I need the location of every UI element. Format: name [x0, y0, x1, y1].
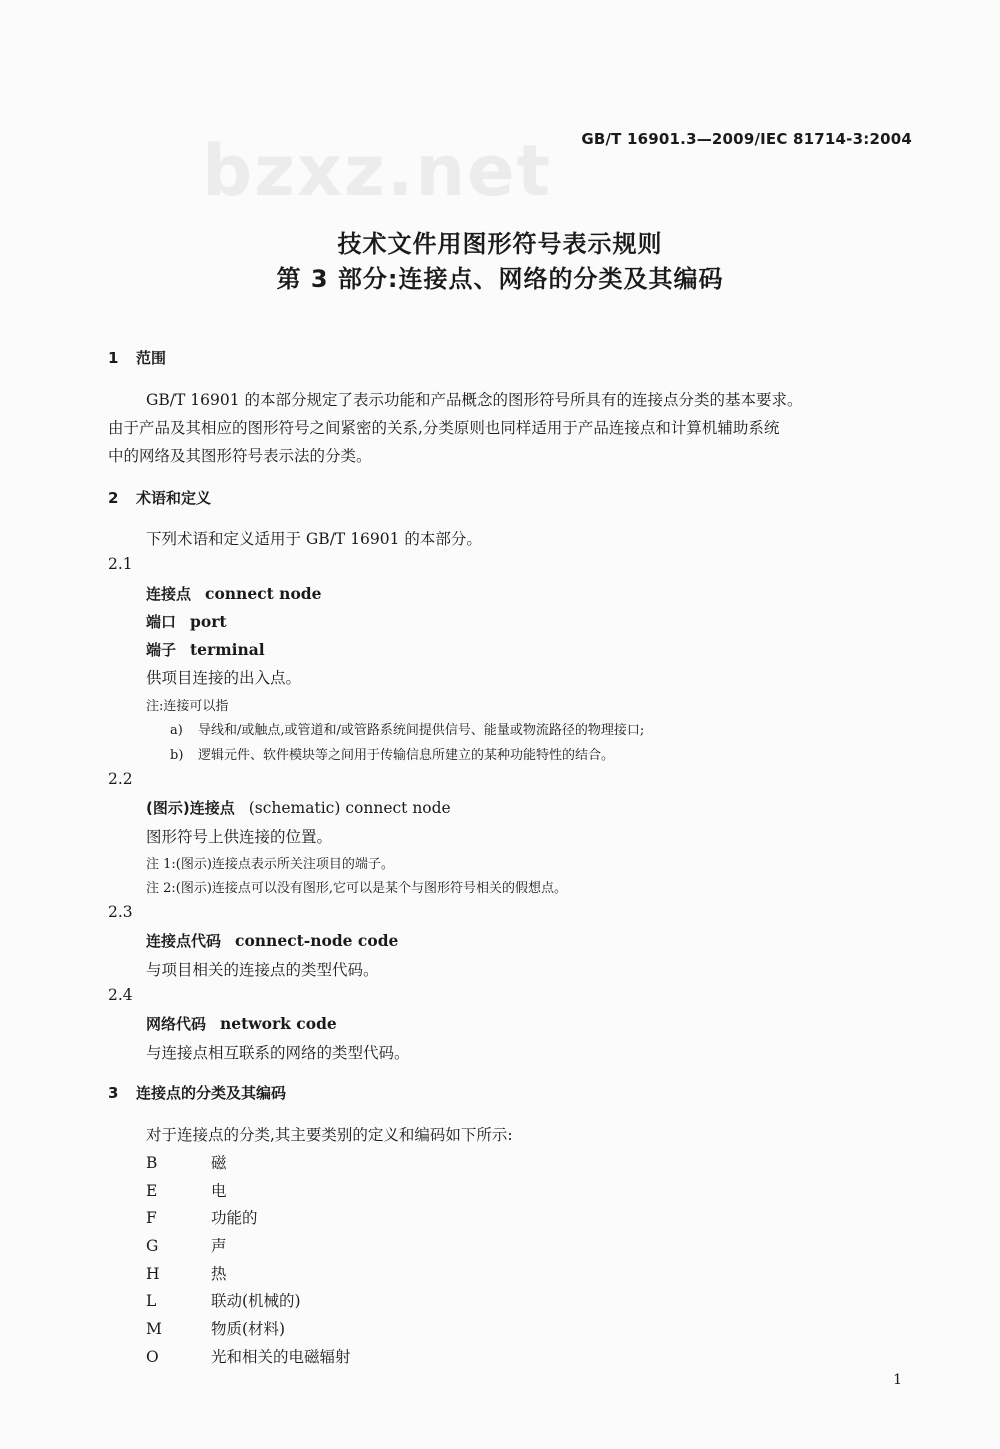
clause-number: 2.1 [108, 555, 133, 573]
paragraph-line: 对于连接点的分类,其主要类别的定义和编码如下所示: [146, 1126, 513, 1144]
note-item-text: 逻辑元件、软件模块等之间用于传输信息所建立的某种功能特性的结合。 [198, 748, 615, 763]
term-definition: 与项目相关的连接点的类型代码。 [146, 961, 379, 979]
code-entry [146, 1289, 301, 1311]
section-title: 术语和定义 [136, 489, 212, 507]
term-entry [146, 583, 322, 604]
section-number: 3 [108, 1084, 119, 1102]
note-item [170, 719, 644, 738]
clause-number: 2.4 [108, 986, 133, 1004]
code-letter: H [146, 1265, 160, 1283]
code-entry [146, 1262, 227, 1284]
code-entry [146, 1234, 227, 1256]
note-item-label: a) [170, 723, 183, 738]
code-meaning: 电 [211, 1182, 227, 1200]
term-definition: 供项目连接的出入点。 [146, 669, 302, 687]
term-entry [146, 611, 227, 632]
term-english: terminal [190, 640, 265, 659]
note-item [170, 744, 614, 763]
term-english: (schematic) connect node [248, 799, 451, 817]
note-item-text: 导线和/或触点,或管道和/或管路系统间提供信号、能量或物流路径的物理接口; [198, 723, 645, 738]
watermark-text: bzxz.net [202, 130, 553, 212]
clause-number: 2.3 [108, 903, 133, 921]
code-letter: G [146, 1237, 159, 1255]
section-number: 2 [108, 489, 119, 507]
term-definition: 图形符号上供连接的位置。 [146, 828, 333, 846]
term-english: connect-node code [235, 931, 399, 950]
code-meaning: 磁 [211, 1154, 227, 1172]
paragraph-line: GB/T 16901 的本部分规定了表示功能和产品概念的图形符号所具有的连接点分类的基本要求。 [146, 391, 803, 409]
code-letter: M [146, 1320, 162, 1338]
code-letter: E [146, 1182, 158, 1200]
term-english: network code [220, 1014, 337, 1033]
code-meaning: 热 [211, 1265, 227, 1283]
section-heading-classification [108, 1082, 286, 1103]
code-letter: F [146, 1209, 157, 1227]
term-english: connect node [205, 584, 322, 603]
term-entry [146, 1013, 337, 1034]
term-english: port [190, 612, 227, 631]
paragraph-line: 下列术语和定义适用于 GB/T 16901 的本部分。 [146, 530, 482, 548]
section-title: 连接点的分类及其编码 [136, 1084, 287, 1102]
section-heading-terms [108, 487, 211, 508]
note-text: 注 2:(图示)连接点可以没有图形,它可以是某个与图形符号相关的假想点。 [146, 881, 568, 896]
term-chinese: 端子 [146, 641, 177, 659]
term-entry [146, 797, 451, 818]
code-entry [146, 1317, 285, 1339]
note-item-label: b) [170, 748, 184, 763]
section-title: 范围 [136, 349, 167, 367]
clause-number: 2.2 [108, 770, 133, 788]
term-entry [146, 930, 398, 951]
term-definition: 与连接点相互联系的网络的类型代码。 [146, 1044, 410, 1062]
code-letter: B [146, 1154, 158, 1172]
page-number: 1 [893, 1372, 902, 1388]
code-meaning: 物质(材料) [211, 1320, 286, 1338]
term-chinese: 连接点 [146, 585, 192, 603]
code-entry [146, 1179, 227, 1201]
code-entry [146, 1206, 258, 1228]
term-chinese: 网络代码 [146, 1015, 207, 1033]
code-entry [146, 1151, 227, 1173]
term-entry [146, 639, 265, 660]
standard-number: GB/T 16901.3—2009/IEC 81714-3:2004 [581, 130, 912, 148]
code-letter: L [146, 1292, 157, 1310]
note-label: 注:连接可以指 [146, 699, 229, 714]
term-chinese: (图示)连接点 [146, 799, 235, 817]
section-heading-scope [108, 347, 166, 368]
term-chinese: 连接点代码 [146, 932, 222, 950]
term-chinese: 端口 [146, 613, 177, 631]
code-meaning: 联动(机械的) [211, 1292, 301, 1310]
code-meaning: 光和相关的电磁辐射 [211, 1348, 351, 1366]
document-title-line2: 第 3 部分:连接点、网络的分类及其编码 [276, 265, 724, 293]
section-number: 1 [108, 349, 119, 367]
code-meaning: 功能的 [211, 1209, 258, 1227]
code-entry [146, 1345, 351, 1367]
document-title-line1: 技术文件用图形符号表示规则 [337, 230, 663, 258]
note-text: 注 1:(图示)连接点表示所关注项目的端子。 [146, 857, 394, 872]
code-meaning: 声 [211, 1237, 227, 1255]
paragraph-line: 中的网络及其图形符号表示法的分类。 [108, 447, 372, 465]
paragraph-line: 由于产品及其相应的图形符号之间紧密的关系,分类原则也同样适用于产品连接点和计算机辅助系统 [108, 419, 780, 437]
code-letter: O [146, 1348, 159, 1366]
